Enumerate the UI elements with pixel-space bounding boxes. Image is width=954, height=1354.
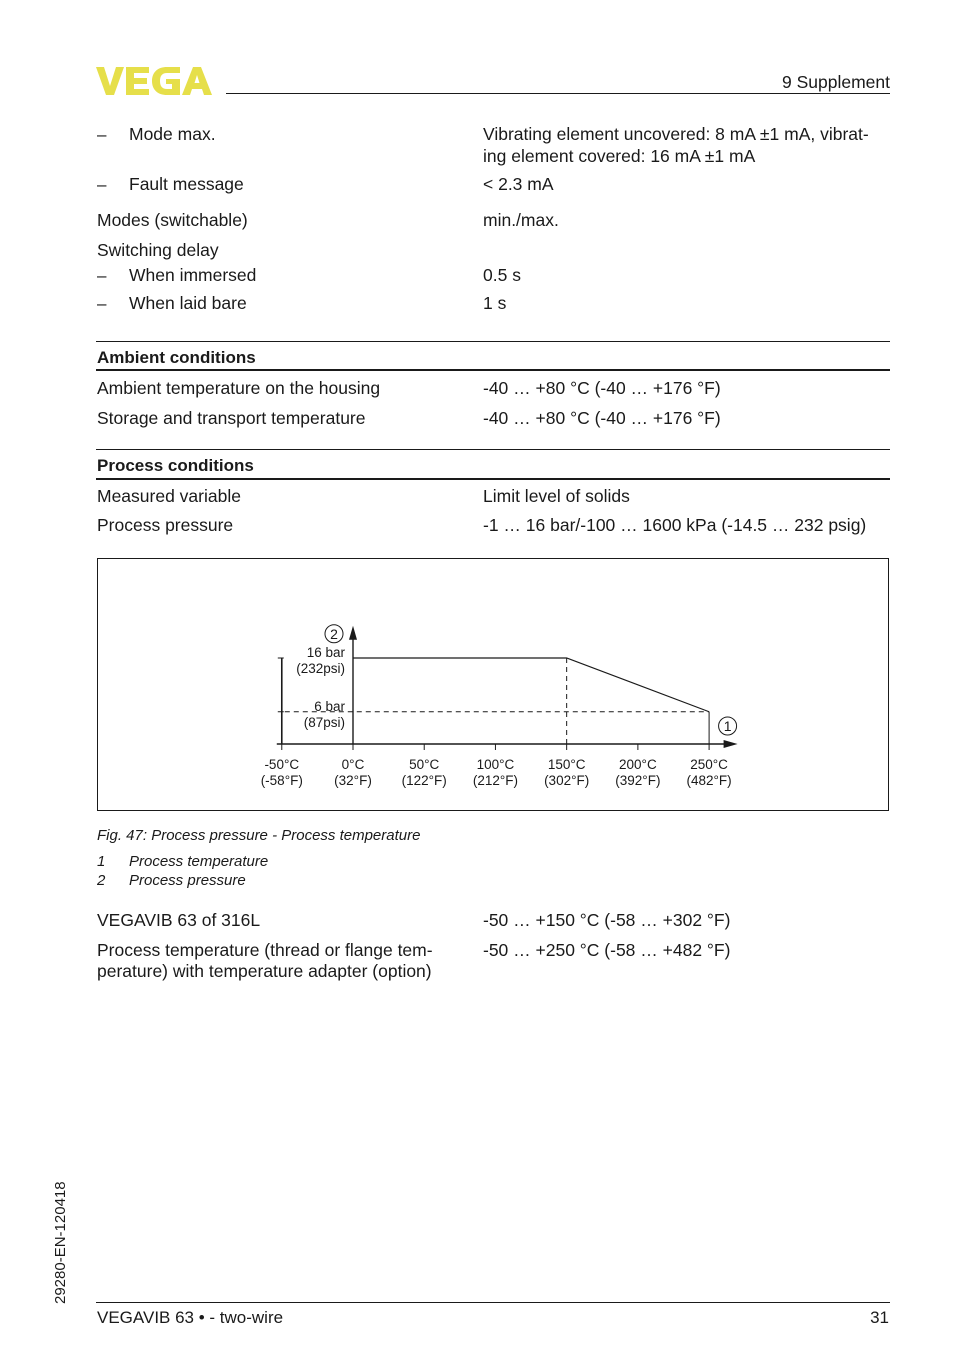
spec-label-storage-temp: Storage and transport temperature [97,408,366,428]
spec-value-when-laid-bare: 1 s [483,293,507,313]
x-tick-label-celsius: 150°C [547,757,586,772]
x-tick-label-fahrenheit: (302°F) [544,773,590,788]
spec-value-process-temp-adapter: -50 … +250 °C (-58 … +482 °F) [483,940,731,960]
spec-label-vegavib-316l: VEGAVIB 63 of 316L [97,910,261,930]
vega-logo [96,66,220,96]
pressure-curve [353,658,709,712]
spec-label-ambient-housing: Ambient temperature on the housing [97,378,381,398]
x-tick-label-celsius: 250°C [690,757,728,772]
spec-label-when-laid-bare: When laid bare [129,293,247,313]
spec-value-measured-variable: Limit level of solids [483,486,630,506]
section-rule [96,478,890,480]
x-tick-label-fahrenheit: (212°F) [472,773,519,788]
x-tick-label-celsius: 100°C [476,757,515,772]
x-tick-label-celsius: 200°C [619,757,657,772]
y-tick-label-psi: (232psi) [296,661,345,676]
x-tick-label-celsius: 0°C [341,757,365,772]
spec-value-fault-message: < 2.3 mA [483,174,554,194]
header-rule [226,93,890,94]
y-axis-arrow [349,626,357,640]
spec-value-mode-max-line1: Vibrating element uncovered: 8 mA ±1 mA, vibrat- [483,124,869,144]
spec-value-storage-temp: -40 … +80 °C (-40 … +176 °F) [483,408,721,428]
y-tick-label-bar: 6 bar [314,698,345,714]
spec-value-vegavib-316l: -50 … +150 °C (-58 … +302 °F) [483,910,731,930]
x-tick-label-fahrenheit: (-58°F) [260,773,303,788]
document-id: 29280-EN-120418 [52,1181,69,1304]
x-tick-label-fahrenheit: (392°F) [615,773,661,788]
pressure-temperature-chart [98,559,888,810]
spec-label-fault-message: Fault message [129,174,244,194]
figure-caption: Fig. 47: Process pressure - Process temperature [97,827,421,844]
legend-number: 2 [97,872,106,889]
x-tick-label-fahrenheit: (122°F) [401,773,447,788]
x-axis-marker-number: 1 [723,718,732,734]
spec-label-modes: Modes (switchable) [97,210,248,230]
section-label: 9 Supplement [782,72,890,92]
spec-label-mode-max: Mode max. [129,124,216,144]
bullet-dash: – [97,294,107,313]
spec-label-switching-delay: Switching delay [97,240,219,260]
bullet-dash: – [97,266,107,285]
spec-value-modes: min./max. [483,210,559,230]
page-number: 31 [870,1308,889,1327]
spec-label-process-temp-adapter-line2: perature) with temperature adapter (option) [97,961,432,981]
x-tick-label-fahrenheit: (482°F) [686,773,732,788]
spec-value-process-pressure: -1 … 16 bar/-100 … 1600 kPa (-14.5 … 232 psig) [483,515,867,535]
spec-label-process-pressure: Process pressure [97,515,234,535]
bullet-dash: – [97,175,107,194]
figure-frame [97,558,889,811]
spec-value-when-immersed: 0.5 s [483,265,521,285]
y-axis-marker-number: 2 [330,625,338,642]
legend-number: 1 [97,853,106,870]
spec-value-ambient-housing: -40 … +80 °C (-40 … +176 °F) [483,378,721,398]
spec-label-measured-variable: Measured variable [97,486,241,506]
spec-label-process-temp-adapter-line1: Process temperature (thread or flange tem- [97,940,433,960]
section-title-process: Process conditions [97,456,254,475]
footer-rule [96,1302,890,1303]
section-title-ambient: Ambient conditions [97,348,256,367]
x-tick-label-celsius: -50°C [264,757,300,772]
bullet-dash: – [97,125,107,144]
section-rule [96,369,890,371]
y-tick-label-bar: 16 bar [306,645,345,660]
footer-product: VEGAVIB 63 • - two-wire [97,1308,284,1327]
legend-text: Process pressure [129,872,246,889]
spec-label-when-immersed: When immersed [129,265,257,285]
section-rule [96,341,890,342]
section-rule [96,449,890,450]
x-axis-arrow [724,740,738,748]
x-tick-label-celsius: 50°C [409,757,440,772]
spec-value-mode-max-line2: ing element covered: 16 mA ±1 mA [483,146,756,166]
x-tick-label-fahrenheit: (32°F) [334,773,372,788]
legend-text: Process temperature [129,853,269,870]
y-tick-label-psi: (87psi) [303,714,345,730]
